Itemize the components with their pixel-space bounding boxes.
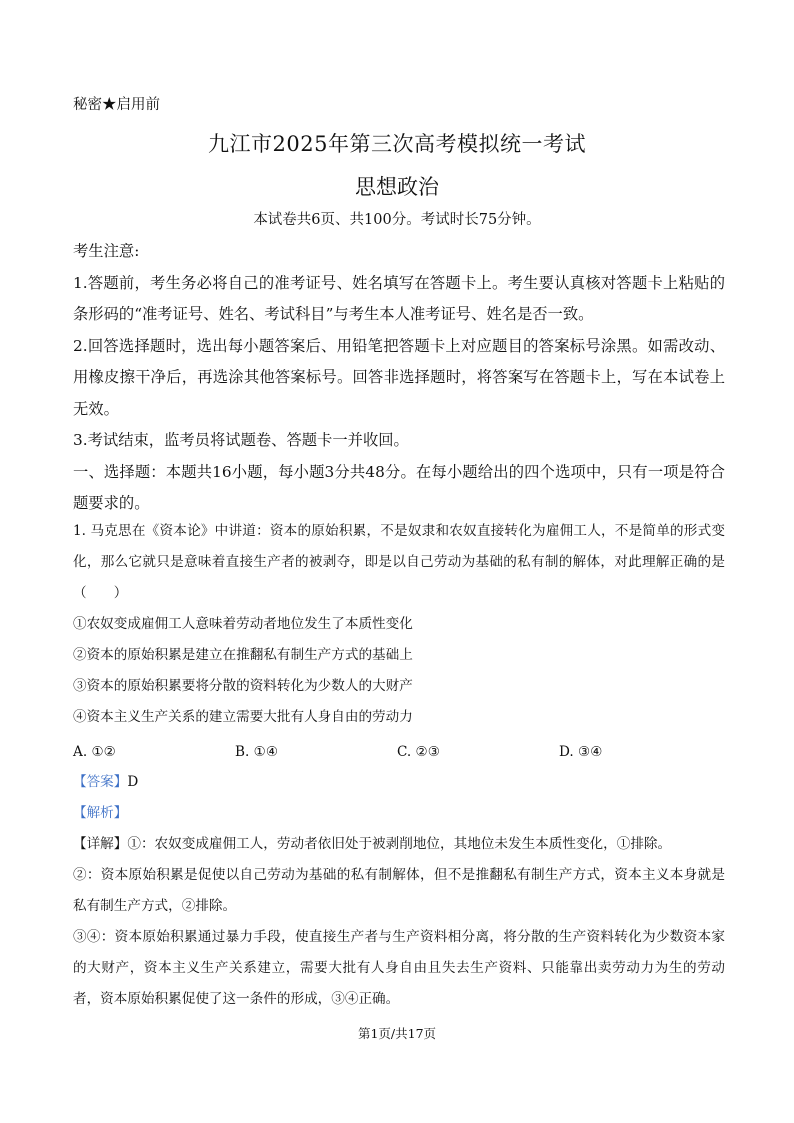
option-b: B. ①④ bbox=[235, 744, 279, 760]
exam-info: 本试卷共6页、共100分。考试时长75分钟。 bbox=[253, 212, 541, 228]
detail-tag: 【详解】 bbox=[73, 836, 128, 852]
answer-tag: 【答案】 bbox=[73, 774, 128, 790]
section-heading: 一、选择题：本题共16小题，每小题3分共48分。在每小题给出的四个选项中，只有一项是符合题要求的。 bbox=[73, 462, 725, 512]
option-d: D. ③④ bbox=[559, 744, 603, 760]
statement-2: ②资本的原始积累是建立在推翻私有制生产方式的基础上 bbox=[73, 647, 413, 663]
page-number: 第1页/共17页 bbox=[357, 1026, 437, 1041]
subject-title: 思想政治 bbox=[355, 175, 439, 199]
question-1 bbox=[73, 516, 725, 733]
detail-1 bbox=[73, 829, 725, 860]
analysis-line bbox=[73, 798, 127, 829]
statement-3: ③资本的原始积累要将分散的资料转化为少数人的大财产 bbox=[73, 678, 413, 694]
option-a: A. ①② bbox=[73, 744, 116, 760]
confidential-label: 秘密★启用前 bbox=[73, 97, 160, 113]
option-c: C. ②③ bbox=[397, 744, 440, 760]
detail-1-text: ①：农奴变成雇佣工人，劳动者依旧处于被剥削地位，其地位未发生本质性变化，①排除。 bbox=[127, 836, 672, 852]
notice-block bbox=[73, 236, 725, 520]
notice-item-3: 3.考试结束，监考员将试题卷、答题卡一并收回。 bbox=[73, 431, 409, 449]
detail-2: ②：资本原始积累是促使以自己劳动为基础的私有制解体，但不是推翻私有制生产方式，资本主义本身就是私有制生产方式，②排除。 bbox=[73, 867, 725, 914]
notice-heading: 考生注意: bbox=[73, 242, 140, 260]
exam-title: 九江市2025年第三次高考模拟统一考试 bbox=[208, 132, 586, 156]
statement-1: ①农奴变成雇佣工人意味着劳动者地位发生了本质性变化 bbox=[73, 616, 413, 632]
answer-options bbox=[73, 737, 725, 768]
notice-item-1: 1.答题前，考生务必将自己的准考证号、姓名填写在答题卡上。考生要认真核对答题卡上粘贴的条形码的“准考证号、姓名、考试科目”与考生本人准考证号、姓名是否一致。 bbox=[73, 273, 725, 323]
question-stem: 1. 马克思在《资本论》中讲道：资本的原始积累，不是奴隶和农奴直接转化为雇佣工人，不是简单的形式变化，那么它就只是意味着直接生产者的被剥夺，即是以自己劳动为基础的私有制的解体，对此理解正确的是（ ） bbox=[73, 523, 725, 601]
detail-3: ③④：资本原始积累通过暴力手段，使直接生产者与生产资料相分离，将分散的生产资料转化为少数资本家的大财产，资本主义生产关系建立，需要大批有人身自由且失去生产资料、只能靠出卖劳动力为生的劳动者，资本原始积累促使了这一条件的形成，③④正确。 bbox=[73, 929, 725, 1007]
analysis-tag: 【解析】 bbox=[73, 805, 128, 821]
answer-line bbox=[73, 767, 138, 798]
notice-item-2: 2.回答选择题时，选出每小题答案后、用铅笔把答题卡上对应题目的答案标号涂黑。如需改动、用橡皮擦干净后，再选涂其他答案标号。回答非选择题时，将答案写在答题卡上，写在本试卷上无效。 bbox=[73, 336, 725, 418]
answer-value: D bbox=[127, 774, 139, 790]
detail-block bbox=[73, 829, 725, 1015]
statement-4: ④资本主义生产关系的建立需要大批有人身自由的劳动力 bbox=[73, 709, 413, 725]
